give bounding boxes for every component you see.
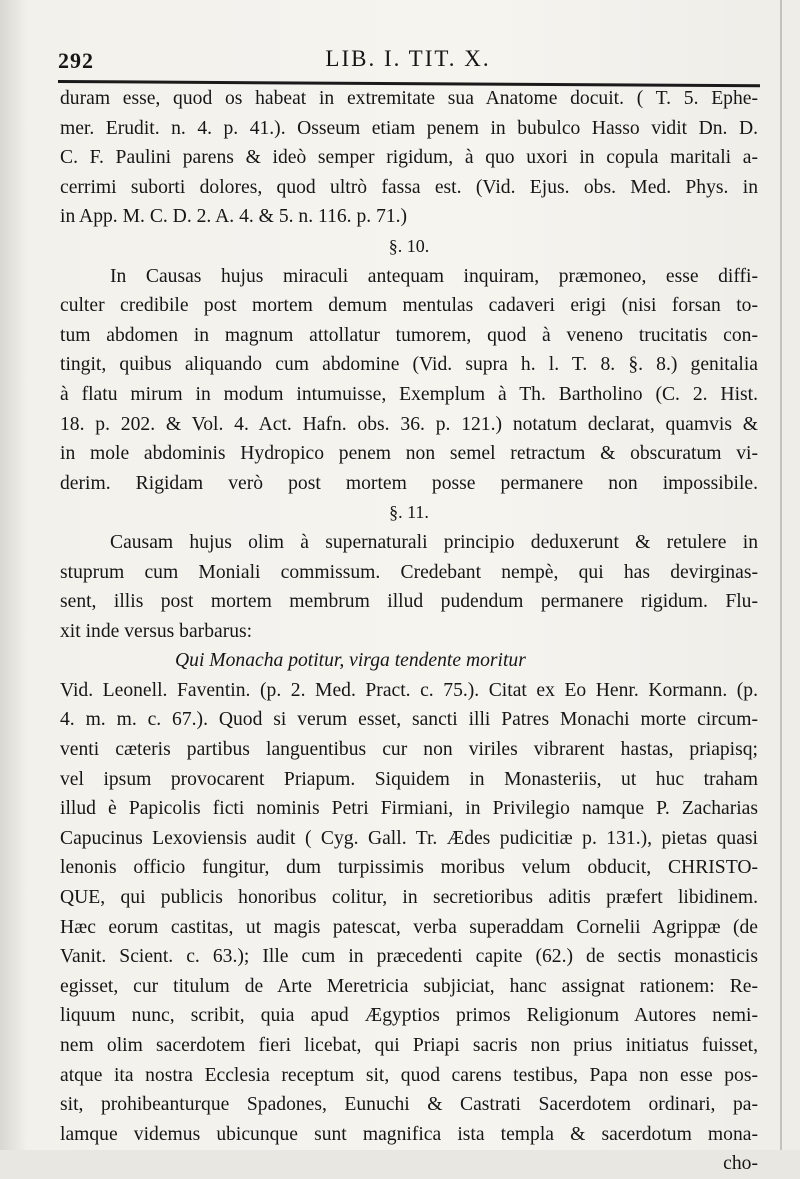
text-line: sit, prohibeanturque Spadones, Eunuchi & Castrati Sacerdotem ordinari, pa- [60,1094,758,1116]
text-line: in App. M. C. D. 2. A. 4. & 5. n. 116. p. 71.) [60,206,408,228]
text-line: Hæc eorum castitas, ut magis patescat, verba superaddam Cornelii Agrippæ (de [60,916,758,938]
page-edge [780,0,782,1150]
text-line: in mole abdominis Hydropico penem non semel retractum & obscuratum vi- [60,443,758,465]
text-line: à flatu mirum in modum intumuisse, Exemplum à Th. Bartholino (C. 2. Hist. [60,383,758,405]
text-line: tum abdomen in magnum attollatur tumorem, quod à veneno trucitatis con- [60,324,758,346]
text-line: venti cæteris partibus languentibus cur non viriles vibrarent hastas, priapisq; [60,739,758,761]
text-line: C. F. Paulini parens & ideò semper rigidum, à quo uxori in copula maritali a- [60,147,758,169]
text-line: stuprum cum Moniali commissum. Credebant nempè, qui has devirginas- [60,561,758,583]
page-number: 292 [58,48,94,73]
text-line: lenonis officio fungitur, dum turpissimis moribus velum obducit, CHRISTO- [60,857,758,879]
text-line: nem olim sacerdotem fieri licebat, qui Priapi sacris non prius initiatus fuisset, [60,1035,758,1056]
text-line: egisset, cur titulum de Arte Meretricia subjiciat, hanc assignat rationem: Re- [60,975,758,997]
text-line: 18. p. 202. & Vol. 4. Act. Hafn. obs. 36. p. 121.) notatum declarat, quamvis & [60,413,758,435]
text-line: liquum nunc, scribit, quia apud Ægyptios primos Religionum Autores nemi- [60,1005,758,1027]
text-line: xit inde versus barbarus: [60,620,253,642]
verse-line: Qui Monacha potitur, virga tendente moritur [175,650,526,672]
text-line: Vanit. Scient. c. 63.); Ille cum in præcedenti capite (62.) de sectis monasticis [60,946,758,968]
running-head: LIB. I. TIT. X. [325,46,491,71]
text-line: Causam hujus olim à supernaturali principio deduxerunt & retulere in [110,531,758,553]
text-line: Vid. Leonell. Faventin. (p. 2. Med. Pract. c. 75.). Citat ex Eo Henr. Kormann. (p. [60,679,758,701]
text-line: culter credibile post mortem demum mentulas cadaveri erigi (nisi forsan to- [60,295,758,317]
text-line: illud è Papicolis ficti nominis Petri Firmiani, in Privilegio namque P. Zacharias [60,798,758,820]
text-line: duram esse, quod os habeat in extremitate sua Anatome docuit. ( T. 5. Ephe- [60,88,758,109]
section-heading: §. 11. [389,502,429,523]
body-text [60,84,758,1179]
text-line: derim. Rigidam verò post mortem posse permanere non impossibile. [60,472,758,494]
text-line: QUE, qui publicis honoribus colitur, in secretioribus aditis præfert libidinem. [60,887,758,909]
text-line: lamque videmus ubicunque sunt magnifica ista templa & sacerdotum mona- [60,1123,758,1145]
section-heading: §. 10. [388,235,430,256]
page-header [58,42,758,76]
text-line: atque ita nostra Ecclesia receptum sit, quod carens testibus, Papa non esse pos- [60,1064,758,1086]
text-line: Capucinus Lexoviensis audit ( Cyg. Gall. Tr. Ædes pudicitiæ p. 131.), pietas quasi [60,827,758,849]
text-line: tingit, quibus aliquando cum abdomine (Vid. supra h. l. T. 8. §. 8.) genitalia [60,354,758,376]
text-line: cerrimi suborti dolores, quod ultrò fassa est. (Vid. Ejus. obs. Med. Phys. in [60,176,758,198]
catchword: cho- [723,1153,758,1175]
text-line: vel ipsum provocarent Priapum. Siquidem in Monasteriis, ut huc traham [60,768,758,790]
text-line: mer. Erudit. n. 4. p. 41.). Osseum etiam penem in bubulco Hasso vidit Dn. D. [60,117,758,139]
text-line: In Causas hujus miraculi antequam inquiram, præmoneo, esse diffi- [110,265,758,287]
text-line: sent, illis post mortem membrum illud pudendum permanere rigidum. Flu- [60,591,758,613]
text-line: 4. m. m. c. 67.). Quod si verum esset, sancti illi Patres Monachi morte circum- [60,709,758,731]
